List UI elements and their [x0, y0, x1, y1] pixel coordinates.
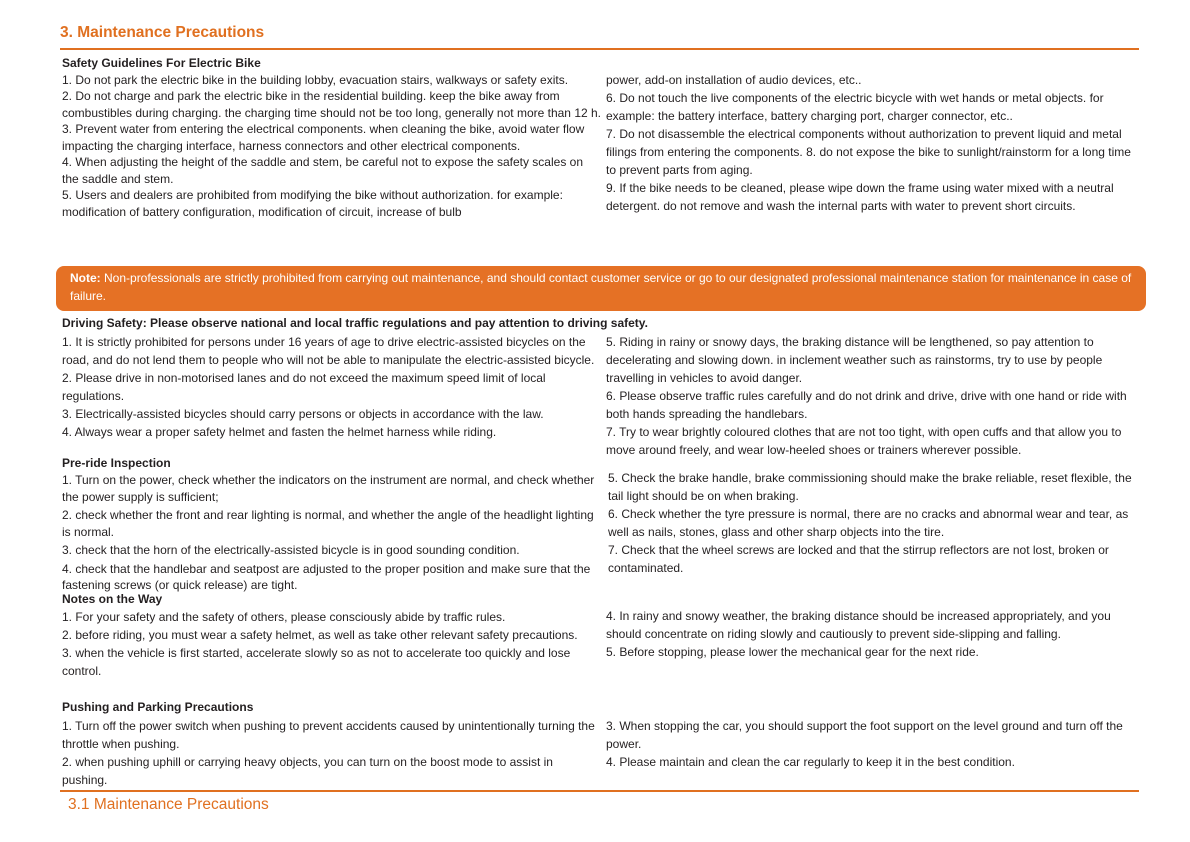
driving-item: 3. Electrically-assisted bicycles should carry persons or objects in accordance with the law.: [62, 407, 544, 421]
driving-item: 5. Riding in rainy or snowy days, the braking distance will be lengthened, so pay attention to decelerating and slowing down. in inclement weather such as rainstorms, try to use by people travelling in vehicles to avoid danger.: [606, 335, 1103, 385]
preride-item: 4. check that the handlebar and seatpost are adjusted to the proper position and make sure that the fastening screws (or quick release) are tight.: [62, 561, 591, 592]
preride-item: 6. Check whether the tyre pressure is normal, there are no cracks and abnormal wear and tear, as well as nails, stones, glass and other sharp objects into the tire.: [608, 507, 1129, 539]
preride-heading: Pre-ride Inspection: [62, 456, 171, 470]
safety-right-column: [606, 71, 1138, 215]
way-heading: Notes on the Way: [62, 592, 163, 606]
way-item: 4. In rainy and snowy weather, the braking distance should be increased appropriately, and you should concentrate on riding slowly and cautiously to prevent side-slipping and falling.: [606, 609, 1111, 641]
preride-item: 5. Check the brake handle, brake commissioning should make the brake reliable, reset flexible, the tail light should be on when braking.: [608, 471, 1132, 503]
pushing-item: 2. when pushing uphill or carrying heavy objects, you can turn on the boost mode to assist in pushing.: [62, 755, 553, 787]
pushing-left-column: [62, 717, 597, 789]
pushing-item: 1. Turn off the power switch when pushing to prevent accidents caused by unintentionally turning the throttle when pushing.: [62, 719, 595, 751]
safety-item: 6. Do not touch the live components of the electric bicycle with wet hands or metal objects. for example: the battery interface, battery charging port, charger connector, etc..: [606, 91, 1104, 123]
pushing-item: 3. When stopping the car, you should support the foot support on the level ground and turn off the power.: [606, 719, 1123, 751]
safety-left-column: [62, 55, 602, 220]
preride-item: 2. check whether the front and rear lighting is normal, and whether the angle of the headlight lighting is normal.: [62, 508, 594, 539]
safety-item: 2. Do not charge and park the electric bike in the residential building. keep the bike away from combustibles during charging. the charging time should not be too long, generally not more than 12 h.: [62, 89, 602, 120]
safety-heading: Safety Guidelines For Electric Bike: [62, 56, 261, 70]
safety-item: 1. Do not park the electric bike in the building lobby, evacuation stairs, walkways or safety exits.: [62, 72, 569, 87]
section-title: 3. Maintenance Precautions: [60, 24, 265, 41]
driving-left-column: [62, 333, 597, 441]
note-banner: [56, 266, 1146, 311]
safety-item: 9. If the bike needs to be cleaned, please wipe down the frame using water mixed with a neutral detergent. do not remove and wash the internal parts with water to prevent short circuits.: [606, 181, 1114, 213]
way-item: 5. Before stopping, please lower the mechanical gear for the next ride.: [606, 645, 979, 659]
note-text: Non-professionals are strictly prohibited from carrying out maintenance, and should contact customer service or go to our designated professional maintenance station for maintenance in case of failure.: [70, 271, 1132, 303]
driving-item: 2. Please drive in non-motorised lanes and do not exceed the maximum speed limit of local regulations.: [62, 371, 546, 403]
driving-right-column: [606, 333, 1138, 459]
safety-item: 5. Users and dealers are prohibited from modifying the bike without authorization. for example: modification of battery configuration, modification of circuit, increase of bulb: [62, 188, 563, 219]
safety-item: 7. Do not disassemble the electrical components without authorization to prevent liquid and metal filings from entering the components. 8. do not expose the bike to sunlight/rainstorm for a long time to prevent parts from aging.: [606, 127, 1131, 177]
pushing-heading: Pushing and Parking Precautions: [62, 700, 254, 714]
way-item: 3. when the vehicle is first started, accelerate slowly so as not to accelerate too quickly and lose control.: [62, 646, 571, 678]
safety-item: power, add-on installation of audio devices, etc..: [606, 73, 862, 87]
way-item: 1. For your safety and the safety of others, please consciously abide by traffic rules.: [62, 610, 506, 624]
driving-item: 6. Please observe traffic rules carefully and do not drink and drive, drive with one hand or ride with both hands spreading the handlebars.: [606, 389, 1127, 421]
driving-item: 1. It is strictly prohibited for persons under 16 years of age to drive electric-assisted bicycles on the road, and do not lend them to people who will not be able to manipulate the electric-assisted bicycle.: [62, 335, 595, 367]
way-right-column: [606, 607, 1138, 661]
preride-left-column: [62, 472, 602, 596]
driving-heading: Driving Safety: Please observe national and local traffic regulations and pay attention to driving safety.: [62, 316, 648, 330]
safety-item: 3. Prevent water from entering the electrical components. when cleaning the bike, avoid water flow impacting the charging interface, harness connectors and other electrical components.: [62, 122, 585, 153]
way-left-column: [62, 608, 597, 680]
note-label: Note:: [70, 271, 101, 285]
preride-right-column: [608, 469, 1138, 577]
safety-item: 4. When adjusting the height of the saddle and stem, be careful not to expose the safety scales on the saddle and stem.: [62, 155, 583, 186]
subsection-title: 3.1 Maintenance Precautions: [68, 796, 269, 813]
preride-item: 7. Check that the wheel screws are locked and that the stirrup reflectors are not lost, broken or contaminated.: [608, 543, 1109, 575]
way-item: 2. before riding, you must wear a safety helmet, as well as take other relevant safety precautions.: [62, 628, 578, 642]
pushing-right-column: [606, 717, 1138, 771]
footer-rule: [60, 790, 1139, 792]
driving-item: 4. Always wear a proper safety helmet and fasten the helmet harness while riding.: [62, 425, 497, 439]
title-rule: [60, 48, 1139, 50]
preride-item: 1. Turn on the power, check whether the indicators on the instrument are normal, and check whether the power supply is sufficient;: [62, 473, 595, 504]
driving-item: 7. Try to wear brightly coloured clothes that are not too tight, with open cuffs and that allow you to move around freely, and wear low-heeled shoes or trainers wherever possible.: [606, 425, 1122, 457]
preride-item: 3. check that the horn of the electrically-assisted bicycle is in good sounding condition.: [62, 543, 520, 557]
pushing-item: 4. Please maintain and clean the car regularly to keep it in the best condition.: [606, 755, 1015, 769]
